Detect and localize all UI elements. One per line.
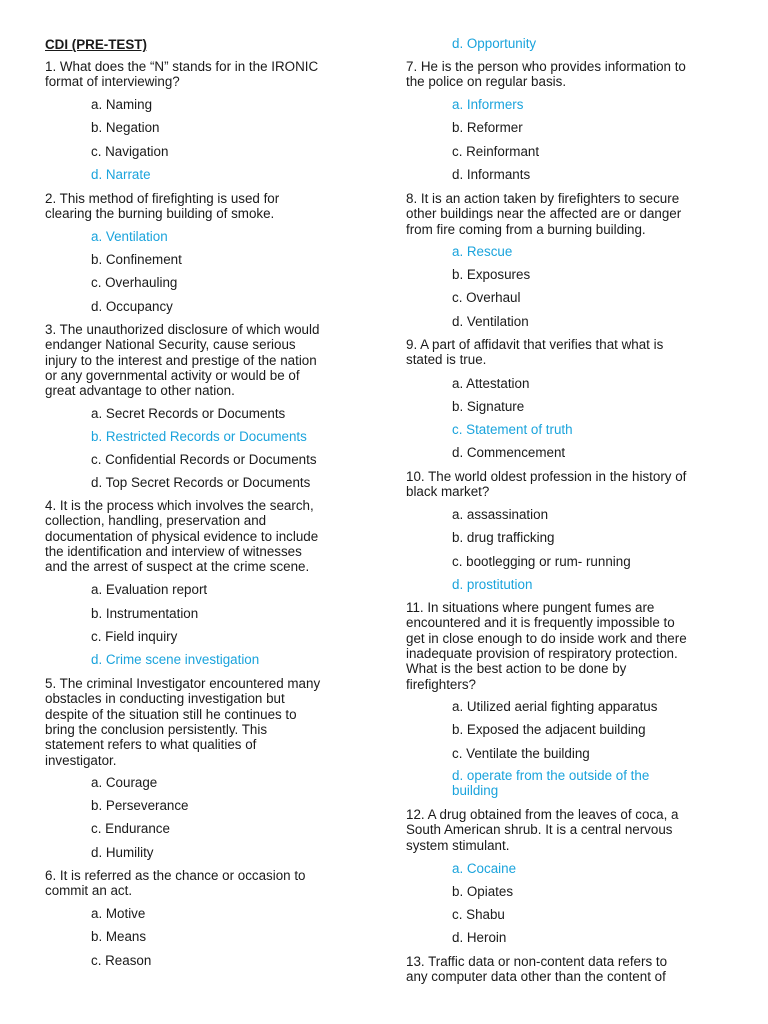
question-text-line: inadequate provision of respiratory protection. (406, 645, 678, 661)
choice-option: a. Evaluation report (91, 582, 208, 597)
answer-option: d. operate from the outside of the (452, 768, 650, 783)
question-text-line: 8. It is an action taken by firefighters to secure (406, 191, 680, 206)
choice-option: a. Courage (91, 775, 158, 790)
choice-option: d. Occupancy (91, 299, 173, 314)
choice-option: c. Navigation (91, 144, 169, 159)
question-text-line: or any governmental activity or would be of (45, 367, 300, 383)
choice-option: b. Means (91, 929, 147, 944)
choice-option: c. Shabu (452, 907, 505, 922)
choice-option: c. Overhaul (452, 290, 521, 305)
choice-option: c. bootlegging or rum- running (452, 554, 631, 569)
choice-option: b. Perseverance (91, 798, 189, 813)
question-text-line: the police on regular basis. (406, 74, 567, 90)
question-text-line: endanger National Security, cause serious (45, 337, 296, 353)
question-text-line: encountered and it is frequently impossible to (406, 615, 675, 631)
question-text-line: black market? (406, 484, 490, 500)
question-text-line: 5. The criminal Investigator encountered many (45, 676, 321, 691)
choice-option: b. Negation (91, 120, 160, 135)
question-text-line: clearing the burning building of smoke. (45, 206, 275, 222)
question-text-line: and the arrest of suspect at the crime scene. (45, 559, 310, 575)
choice-option: d. Informants (452, 167, 531, 182)
choice-option: b. Signature (452, 399, 525, 414)
question-text-line: bring the conclusion persistently. This (45, 721, 268, 737)
choice-option: b. drug trafficking (452, 530, 555, 545)
choice-option: a. assassination (452, 507, 549, 522)
question-text-line: format of interviewing? (45, 74, 180, 90)
question-text-line: 10. The world oldest profession in the history of (406, 469, 687, 484)
answer-option: building (452, 783, 499, 799)
choice-option: d. Top Secret Records or Documents (91, 475, 311, 490)
question-text-line: documentation of physical evidence to include (45, 528, 319, 544)
question-text-line: 4. It is the process which involves the search, (45, 498, 314, 513)
question-text-line: other buildings near the affected are or danger (406, 206, 682, 222)
question-text-line: from fire coming from a burning building. (406, 221, 646, 237)
choice-option: b. Reformer (452, 120, 523, 135)
answer-option: d. Narrate (91, 167, 151, 182)
choice-option: b. Exposed the adjacent building (452, 722, 646, 737)
question-text-line: injury to the interest and prestige of the nation (45, 352, 317, 368)
question-text-line: 13. Traffic data or non-content data refers to (406, 954, 668, 969)
answer-option: a. Informers (452, 97, 524, 112)
question-text-line: 6. It is referred as the chance or occasion to (45, 868, 306, 883)
choice-option: a. Naming (91, 97, 153, 112)
choice-option: d. Ventilation (452, 314, 529, 329)
question-text-line: obstacles in conducting investigation but (45, 691, 285, 707)
choice-option: b. Exposures (452, 267, 531, 282)
choice-option: c. Ventilate the building (452, 746, 590, 761)
question-text-line: collection, handling, preservation and (45, 513, 267, 529)
question-text-line: 11. In situations where pungent fumes are (406, 600, 655, 615)
choice-option: a. Motive (91, 906, 146, 921)
answer-option: a. Rescue (452, 244, 513, 259)
answer-option: d. prostitution (452, 577, 533, 592)
document-title: CDI (PRE-TEST) (45, 37, 147, 52)
answer-option: a. Ventilation (91, 229, 168, 244)
question-text-line: firefighters? (406, 676, 476, 692)
question-text-line: any computer data other than the content of (406, 969, 666, 985)
choice-option: c. Reinformant (452, 144, 540, 159)
choice-option: c. Overhauling (91, 275, 178, 290)
answer-option: d. Crime scene investigation (91, 652, 260, 667)
question-text-line: despite of the situation still he continues to (45, 706, 297, 722)
answer-option: b. Restricted Records or Documents (91, 429, 307, 444)
choice-option: c. Endurance (91, 821, 170, 836)
question-text-line: great advantage to other nation. (45, 383, 235, 399)
choice-option: d. Commencement (452, 445, 566, 460)
choice-option: a. Attestation (452, 376, 530, 391)
answer-option: c. Statement of truth (452, 422, 573, 437)
choice-option: d. Humility (91, 845, 154, 860)
choice-option: b. Opiates (452, 884, 514, 899)
choice-option: a. Utilized aerial fighting apparatus (452, 699, 658, 714)
choice-option: c. Field inquiry (91, 629, 178, 644)
choice-option: b. Confinement (91, 252, 182, 267)
question-text-line: get in close enough to do inside work and there (406, 630, 687, 646)
choice-option: b. Instrumentation (91, 606, 199, 621)
question-text-line: 7. He is the person who provides information to (406, 59, 686, 74)
choice-option: d. Heroin (452, 930, 507, 945)
question-text-line: stated is true. (406, 352, 487, 368)
question-text-line: 9. A part of affidavit that verifies that what is (406, 337, 664, 352)
choice-option: a. Secret Records or Documents (91, 406, 286, 421)
question-text-line: What is the best action to be done by (406, 661, 627, 677)
question-text-line: system stimulant. (406, 837, 510, 853)
question-text-line: commit an act. (45, 883, 133, 899)
question-text-line: investigator. (45, 752, 117, 768)
choice-option: c. Reason (91, 953, 152, 968)
question-text-line: South American shrub. It is a central nervous (406, 822, 673, 838)
question-text-line: 3. The unauthorized disclosure of which would (45, 322, 320, 337)
question-text-line: 1. What does the “N” stands for in the IRONIC (45, 59, 319, 74)
answer-option: d. Opportunity (452, 36, 537, 51)
question-text-line: 2. This method of firefighting is used for (45, 191, 280, 206)
question-text-line: statement refers to what qualities of (45, 737, 257, 753)
choice-option: c. Confidential Records or Documents (91, 452, 317, 467)
question-text-line: the identification and interview of witnesses (45, 543, 302, 559)
answer-option: a. Cocaine (452, 861, 517, 876)
question-text-line: 12. A drug obtained from the leaves of coca, a (406, 807, 679, 822)
